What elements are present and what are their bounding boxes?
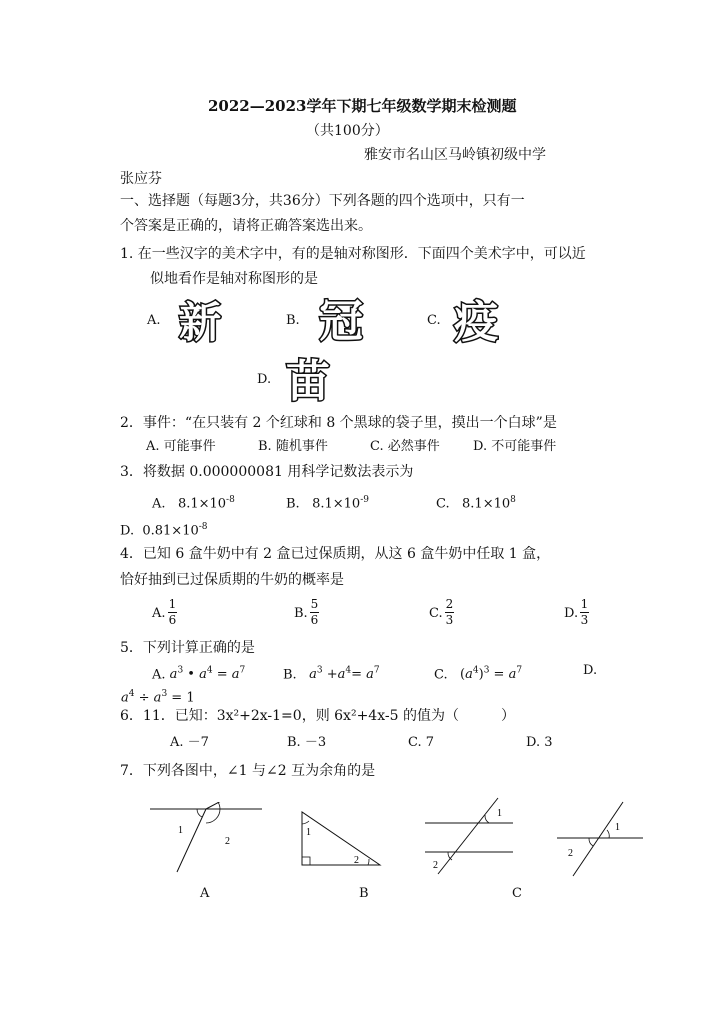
q7-figure-d-angle-2-label: 2 xyxy=(568,848,573,859)
school-name: 雅安市名山区马岭镇初级中学 xyxy=(364,147,546,163)
q7-figure-c-angle-2-label: 2 xyxy=(433,860,438,871)
q4-option-b-numerator: 5 xyxy=(310,597,319,611)
q5-option-c-formula: $(a^4)^3 = a^7$ xyxy=(460,666,523,683)
q3-option-b-label: B. xyxy=(286,496,300,512)
q3-option-d xyxy=(120,518,208,540)
q5-option-c xyxy=(434,662,522,684)
q5-option-c-label: C. xyxy=(434,667,448,683)
q1-option-a-glyph xyxy=(170,296,230,346)
q4-option-b-label: B. xyxy=(294,606,308,621)
q3-option-c-exp: 8 xyxy=(510,495,516,505)
q3-option-a-label: A. xyxy=(152,496,166,512)
q3-option-d-base: 0.81×10 xyxy=(142,523,199,539)
q4-option-d-label: D. xyxy=(564,606,579,621)
q1-option-c-glyph xyxy=(446,294,506,344)
q7-figure-c xyxy=(421,794,521,879)
q7-figure-c-transversal xyxy=(438,798,498,874)
q5-option-d-label: D. xyxy=(583,663,598,678)
q5-option-b xyxy=(283,662,380,684)
q3-option-d-exp: -8 xyxy=(198,522,208,532)
q5-option-a-label: A. xyxy=(152,667,166,683)
q7-figure-b-triangle xyxy=(302,812,380,865)
q4-option-a-fraction xyxy=(168,598,177,627)
q7-figure-c-label: C xyxy=(512,886,522,901)
q1-option-c-char: 疫 xyxy=(454,297,498,344)
q3-option-c xyxy=(436,491,516,513)
q1-option-b-label: B. xyxy=(286,313,300,328)
q4-option-a-denominator: 6 xyxy=(168,613,177,627)
q3-option-b-base: 8.1×10 xyxy=(312,496,361,512)
q3-option-c-base: 8.1×10 xyxy=(462,496,511,512)
q6-option-b: B. －3 xyxy=(287,735,327,750)
q7-figure-a-angle-1-label: 1 xyxy=(178,825,183,836)
q7-figure-b-arc-2 xyxy=(368,859,369,865)
q2-option-d: D. 不可能事件 xyxy=(473,439,557,454)
q5-stem: 5．下列计算正确的是 xyxy=(120,640,255,656)
q1-stem-line2: 似地看作是轴对称图形的是 xyxy=(150,271,318,287)
q7-figure-b xyxy=(294,806,384,871)
q7-figure-a-label: A xyxy=(200,886,210,901)
q1-option-d-label: D. xyxy=(257,372,272,387)
q7-figure-a-transversal xyxy=(177,809,206,872)
q7-figure-a-angle-2-label: 2 xyxy=(225,836,230,847)
q7-figure-b-angle-1-label: 1 xyxy=(306,827,311,838)
q3-stem: 3．将数据 0.000000081 用科学记数法表示为 xyxy=(120,464,414,480)
q7-figure-b-arc-1 xyxy=(302,821,309,824)
q3-option-d-label: D. xyxy=(120,523,135,539)
q1-stem-line1: 1. 在一些汉字的美术字中，有的是轴对称图形．下面四个美术字中，可以近 xyxy=(120,246,586,262)
q4-option-c-numerator: 2 xyxy=(445,597,454,611)
q3-option-b xyxy=(286,491,369,513)
q1-option-d-char: 苗 xyxy=(286,356,330,404)
q2-option-c: C. 必然事件 xyxy=(370,439,440,454)
q7-figure-a-ray xyxy=(206,802,223,809)
q5-option-b-label: B. xyxy=(283,667,297,683)
q7-figure-c-angle-1-label: 1 xyxy=(497,808,502,819)
q6-stem: 6．11．已知：3x²+2x-1=0，则 6x²+4x-5 的值为（ ） xyxy=(120,708,515,724)
q1-option-a-char: 新 xyxy=(178,298,222,346)
q7-figure-b-angle-2-label: 2 xyxy=(354,855,359,866)
q4-option-c-fraction xyxy=(445,598,454,627)
exam-title: 2022—2023学年下期七年级数学期末检测题 xyxy=(208,97,517,115)
q7-figure-d-arc-2 xyxy=(589,838,593,846)
q4-option-d-numerator: 1 xyxy=(580,597,589,611)
exam-subtitle: （共100分） xyxy=(306,123,389,139)
q1-option-d-glyph xyxy=(280,352,336,404)
q4-option-d-denominator: 3 xyxy=(580,613,589,627)
q5-option-b-formula: $a^3 +a^4= a^7$ xyxy=(309,666,380,683)
q4-stem-line2: 恰好抽到已过保质期的牛奶的概率是 xyxy=(120,572,344,588)
q7-figure-a xyxy=(146,802,266,877)
q1-option-c-label: C. xyxy=(427,313,441,328)
q7-figure-c-arc-1 xyxy=(485,815,489,823)
section-intro-line1: 一、选择题（每题3分，共36分）下列各题的四个选项中，只有一 xyxy=(120,193,525,209)
q5-option-a xyxy=(152,662,245,684)
q3-option-a-exp: -8 xyxy=(226,495,235,505)
author-name: 张应芬 xyxy=(120,171,162,187)
q7-figure-d-arc-1 xyxy=(607,830,609,838)
q7-figure-c-arc-2 xyxy=(448,852,452,860)
q7-figure-b-right-angle-mark xyxy=(302,857,310,865)
q3-option-c-label: C. xyxy=(436,496,450,512)
q6-option-a: A. －7 xyxy=(170,735,209,750)
q4-option-b-denominator: 6 xyxy=(310,613,319,627)
q4-option-a-label: A. xyxy=(152,606,166,621)
q7-figure-d-transversal xyxy=(573,802,623,876)
q7-stem: 7．下列各图中，∠1 与∠2 互为余角的是 xyxy=(120,763,376,779)
q1-option-a-label: A. xyxy=(147,313,161,328)
q4-stem-line1: 4．已知 6 盒牛奶中有 2 盒已过保质期，从这 6 盒牛奶中任取 1 盒， xyxy=(120,546,551,562)
q2-option-a: A. 可能事件 xyxy=(146,439,216,454)
q7-figure-a-arc-1 xyxy=(197,809,202,817)
q5-option-a-formula: $a^3$ • $a^4 = a^7$ xyxy=(169,666,246,683)
q4-option-a-numerator: 1 xyxy=(168,597,177,611)
q2-stem: 2．事件：“在只装有 2 个红球和 8 个黑球的袋子里，摸出一个白球”是 xyxy=(120,415,557,431)
q1-option-b-char: 冠 xyxy=(319,296,363,343)
q6-option-d: D. 3 xyxy=(526,735,553,750)
q6-option-c: C. 7 xyxy=(408,735,435,750)
q4-option-d-fraction xyxy=(580,598,589,627)
q3-option-a xyxy=(152,491,235,513)
q3-option-b-exp: -9 xyxy=(360,495,369,505)
q7-figure-b-label: B xyxy=(359,886,369,901)
section-intro-line2: 个答案是正确的，请将正确答案选出来。 xyxy=(120,218,372,234)
q3-option-a-base: 8.1×10 xyxy=(177,496,227,512)
q5-option-d-formula: $a^4 \div a^3 = 1$ xyxy=(121,689,195,706)
q7-figure-d-angle-1-label: 1 xyxy=(615,822,620,833)
q4-option-b-fraction xyxy=(310,598,319,627)
q1-option-b-glyph xyxy=(311,293,371,343)
q4-option-c-label: C. xyxy=(429,606,443,621)
q2-option-b: B. 随机事件 xyxy=(258,439,328,454)
q7-figure-d xyxy=(553,796,653,881)
q4-option-c-denominator: 3 xyxy=(445,613,454,627)
